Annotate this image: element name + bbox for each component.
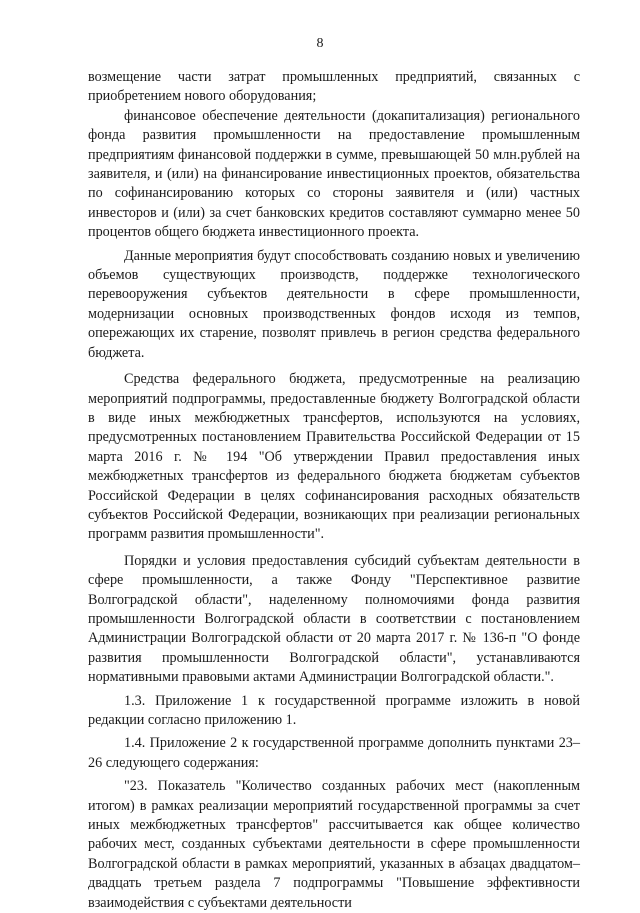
paragraph: Данные мероприятия будут способствовать созданию новых и увеличению объемов существующих производств, поддержке технологического перевооружения субъектов деятельности в сфере промышленности, модернизации основных производственных фондов исходя из темпов, опережающих их старение, позволят привлечь в регион средства федерального бюджета.	[88, 247, 580, 361]
document-body	[88, 68, 580, 913]
paragraph: возмещение части затрат промышленных предприятий, связанных с приобретением нового оборудования;	[88, 69, 580, 105]
paragraph: "23. Показатель "Количество созданных рабочих мест (накопленным итогом) в рамках реализации мероприятий государственной программы за счет иных межбюджетных трансфертов" рассчитывается как общее количество рабочих мест, созданных субъектами деятельности в сфере промышленности Волгоградской области в рамках мероприятий, указанных в абзацах двадцатом–двадцать третьем раздела 7 подпрограммы "Повышение эффективности взаимодействия с субъектами деятельности	[88, 778, 580, 911]
paragraph: 1.4. Приложение 2 к государственной программе дополнить пунктами 23–26 следующего содержания:	[88, 735, 580, 771]
paragraph: финансовое обеспечение деятельности (докапитализация) регионального фонда развития промышленности на предоставление промышленным предприятиям финансовой поддержки в сумме, превышающей 50 млн.рублей на заявителя, и (или) на финансирование инвестиционных проектов, обязательства по софинансированию которых со стороны заявителя и (или) частных инвесторов и (или) за счет банковских кредитов составляют суммарно менее 50 процентов общего бюджета инвестиционного проекта.	[88, 107, 580, 241]
paragraph: 1.3. Приложение 1 к государственной программе изложить в новой редакции согласно приложению 1.	[88, 692, 580, 728]
page-number: 8	[316, 36, 324, 51]
paragraph: Средства федерального бюджета, предусмотренные на реализацию мероприятий подпрограммы, предоставленные бюджету Волгоградской области в виде иных межбюджетных трансфертов, используются на условиях, предусмотренных постановлением Правительства Российской Федерации от 15 марта 2016 г. № 194 "Об утверждении Правил предоставления иных межбюджетных трансфертов из федерального бюджета бюджетам субъектов Российской Федерации в целях софинансирования расходных обязательств субъектов Российской Федерации, возникающих при реализации региональных программ развития промышленности".	[88, 371, 580, 543]
paragraph: Порядки и условия предоставления субсидий субъектам деятельности в сфере промышленности, а также Фонду "Перспективное развитие Волгоградской области", наделенному полномочиями фонда развития промышленности Волгоградской области в соответствии с постановлением Администрации Волгоградской области от 20 марта 2017 г. № 136-п "О фонде развития промышленности Волгоградской области", устанавливаются нормативными правовыми актами Администрации Волгоградской области.".	[88, 552, 580, 686]
